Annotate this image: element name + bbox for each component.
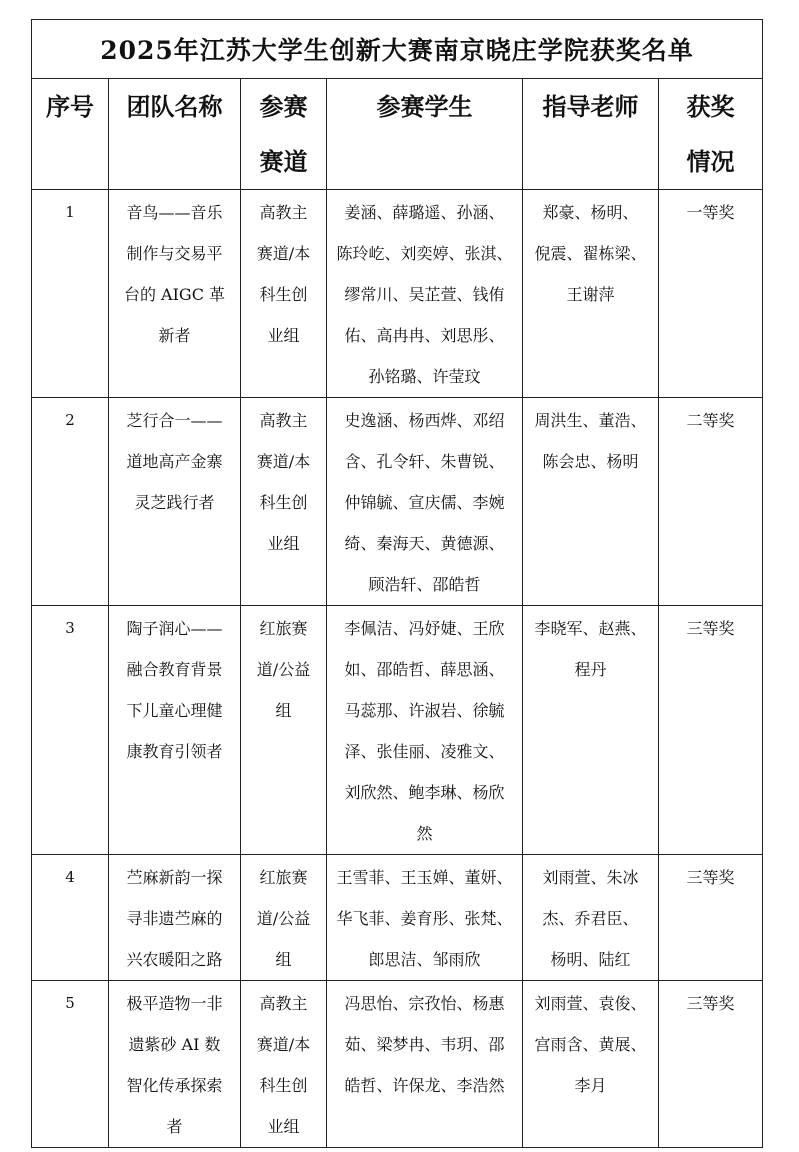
cell-advisors — [523, 190, 659, 398]
cell-students-line: 绮、秦海天、黄德源、 — [344, 534, 505, 553]
cell-advisors — [523, 981, 659, 1148]
cell-advisors-line: 周洪生、董浩、 — [534, 411, 647, 430]
cell-students-line: 含、孔令轩、朱曹锐、 — [344, 452, 505, 471]
header-row — [32, 79, 763, 190]
cell-track-line: 组 — [275, 950, 292, 969]
cell-track-line: 道/公益 — [256, 909, 311, 928]
table-row — [32, 606, 763, 855]
cell-index-text: 2 — [65, 411, 75, 429]
cell-award — [659, 190, 763, 398]
cell-team-line: 陶子润心—— — [126, 619, 223, 638]
cell-track-line: 红旅赛 — [259, 619, 308, 638]
cell-award — [659, 606, 763, 855]
cell-students-line: 刘欣然、鲍李琳、杨欣 — [344, 783, 505, 802]
cell-award — [659, 855, 763, 981]
table-row — [32, 981, 763, 1148]
cell-students-line: 佑、高冉冉、刘思彤、 — [344, 326, 505, 345]
cell-track-line: 业组 — [267, 326, 300, 345]
header-track: 参赛 赛道 — [241, 79, 327, 190]
cell-track-line: 科生创 — [259, 1076, 308, 1095]
cell-team-line: 遗紫砂 AI 数 — [128, 1035, 221, 1054]
document-title: 2025年江苏大学生创新大赛南京晓庄学院获奖名单 — [32, 20, 763, 79]
header-advisors: 指导老师 — [523, 79, 659, 190]
cell-team-line: 智化传承探索 — [126, 1076, 223, 1095]
cell-team-line: 台的 AIGC 革 — [123, 285, 226, 304]
header-award: 获奖 情况 — [659, 79, 763, 190]
cell-students-line: 顾浩轩、邵皓哲 — [368, 575, 481, 594]
cell-students-line: 如、邵皓哲、薛思涵、 — [344, 660, 505, 679]
title-row — [32, 20, 763, 79]
cell-advisors-line: 刘雨萱、袁俊、 — [534, 994, 647, 1013]
cell-award-text: 三等奖 — [686, 994, 735, 1013]
cell-students — [327, 190, 523, 398]
cell-students — [327, 606, 523, 855]
cell-advisors-line: 郑豪、杨明、 — [542, 203, 639, 222]
cell-students-line: 郎思洁、邹雨欣 — [368, 950, 481, 969]
cell-students-line: 然 — [416, 824, 433, 843]
cell-students-line: 李佩洁、冯妤婕、王欣 — [344, 619, 505, 638]
header-students: 参赛学生 — [327, 79, 523, 190]
cell-track — [241, 190, 327, 398]
cell-track-line: 高教主 — [259, 411, 308, 430]
cell-team-line: 道地高产金寨 — [126, 452, 223, 471]
cell-students-line: 茹、梁梦冉、韦玥、邵 — [344, 1035, 505, 1054]
cell-team-line: 芝行合一—— — [126, 411, 223, 430]
cell-team — [109, 981, 241, 1148]
cell-track-line: 红旅赛 — [259, 868, 308, 887]
cell-students — [327, 855, 523, 981]
cell-team-line: 音鸟——音乐 — [126, 203, 223, 222]
cell-advisors-line: 李晓军、赵燕、 — [534, 619, 647, 638]
cell-advisors — [523, 398, 659, 606]
cell-track-line: 赛道/本 — [256, 452, 311, 471]
cell-track — [241, 606, 327, 855]
cell-team-line: 下儿童心理健 — [126, 701, 223, 720]
cell-team-line: 者 — [166, 1117, 183, 1136]
cell-team-line: 极平造物一非 — [126, 994, 223, 1013]
table-row — [32, 855, 763, 981]
cell-students — [327, 398, 523, 606]
cell-students-line: 仲锦毓、宣庆儒、李婉 — [344, 493, 505, 512]
cell-advisors-line: 杰、乔君臣、 — [542, 909, 639, 928]
cell-team-line: 康教育引领者 — [126, 742, 223, 761]
cell-team — [109, 606, 241, 855]
cell-advisors-line: 程丹 — [574, 660, 607, 679]
cell-advisors-line: 宫雨含、黄展、 — [534, 1035, 647, 1054]
cell-team-line: 兴农暖阳之路 — [126, 950, 223, 969]
cell-team-line: 制作与交易平 — [126, 244, 223, 263]
cell-students-line: 史逸涵、杨西烨、邓绍 — [344, 411, 505, 430]
cell-team-line: 寻非遗苎麻的 — [126, 909, 223, 928]
cell-students-line: 泽、张佳丽、凌雅文、 — [344, 742, 505, 761]
cell-advisors-line: 杨明、陆红 — [550, 950, 631, 969]
cell-index-text: 1 — [65, 203, 75, 221]
cell-advisors-line: 刘雨萱、朱冰 — [542, 868, 639, 887]
table-row — [32, 398, 763, 606]
cell-track-line: 赛道/本 — [256, 244, 311, 263]
cell-track-line: 科生创 — [259, 285, 308, 304]
cell-track-line: 科生创 — [259, 493, 308, 512]
cell-track-line: 高教主 — [259, 203, 308, 222]
cell-index — [32, 398, 109, 606]
cell-track-line: 组 — [275, 701, 292, 720]
header-index: 序号 — [32, 79, 109, 190]
table-row — [32, 190, 763, 398]
cell-award-text: 三等奖 — [686, 619, 735, 638]
cell-students-line: 王雪菲、王玉婵、董妍、 — [336, 868, 513, 887]
cell-students-line: 陈玲屹、刘奕婷、张淇、 — [336, 244, 513, 263]
cell-track-line: 高教主 — [259, 994, 308, 1013]
cell-team — [109, 398, 241, 606]
cell-students-line: 马蕊那、许淑岩、徐毓 — [344, 701, 505, 720]
cell-track-line: 业组 — [267, 534, 300, 553]
cell-students-line: 皓哲、许保龙、李浩然 — [344, 1076, 505, 1095]
award-table — [31, 19, 763, 1148]
cell-team-line: 新者 — [158, 326, 191, 345]
cell-students-line: 姜涵、薛璐遥、孙涵、 — [344, 203, 505, 222]
cell-students — [327, 981, 523, 1148]
cell-students-line: 华飞菲、姜育彤、张梵、 — [336, 909, 513, 928]
cell-award — [659, 981, 763, 1148]
header-team: 团队名称 — [109, 79, 241, 190]
cell-advisors-line: 王谢萍 — [566, 285, 615, 304]
cell-students-line: 冯思怡、宗孜怡、杨惠 — [344, 994, 505, 1013]
cell-index — [32, 981, 109, 1148]
cell-track — [241, 855, 327, 981]
cell-award — [659, 398, 763, 606]
cell-students-line: 缪常川、吴芷萱、钱侑 — [344, 285, 505, 304]
cell-advisors-line: 李月 — [574, 1076, 607, 1095]
cell-award-text: 三等奖 — [686, 868, 735, 887]
cell-advisors — [523, 606, 659, 855]
cell-track-line: 道/公益 — [256, 660, 311, 679]
cell-track — [241, 398, 327, 606]
cell-track-line: 业组 — [267, 1117, 300, 1136]
cell-team-line: 融合教育背景 — [126, 660, 223, 679]
cell-track-line: 赛道/本 — [256, 1035, 311, 1054]
cell-index — [32, 190, 109, 398]
award-document — [31, 19, 762, 1148]
cell-award-text: 二等奖 — [686, 411, 735, 430]
cell-advisors-line: 倪震、翟栋梁、 — [534, 244, 647, 263]
cell-students-line: 孙铭璐、许莹玟 — [368, 367, 481, 386]
cell-index — [32, 855, 109, 981]
cell-index — [32, 606, 109, 855]
cell-index-text: 3 — [65, 619, 75, 637]
cell-team-line: 灵芝践行者 — [134, 493, 215, 512]
cell-index-text: 5 — [65, 994, 75, 1012]
cell-advisors-line: 陈会忠、杨明 — [542, 452, 639, 471]
cell-advisors — [523, 855, 659, 981]
cell-index-text: 4 — [65, 868, 75, 886]
cell-award-text: 一等奖 — [686, 203, 735, 222]
cell-team — [109, 190, 241, 398]
cell-team-line: 苎麻新韵一探 — [126, 868, 223, 887]
cell-track — [241, 981, 327, 1148]
cell-team — [109, 855, 241, 981]
